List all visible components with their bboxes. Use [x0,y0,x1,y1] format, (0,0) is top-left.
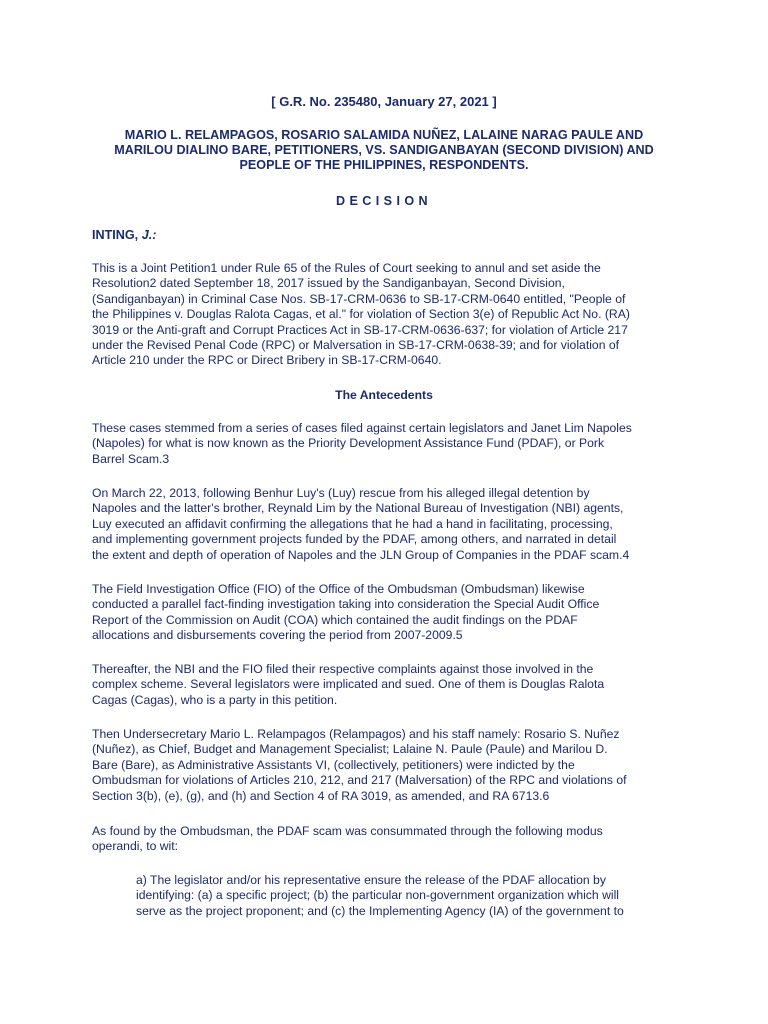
paragraph-line: complex scheme. Several legislators were implicated and sued. One of them is Douglas Ralota [92,677,605,692]
ponente-designation: J.: [141,228,157,242]
paragraph-line: conducted a parallel fact-finding investigation taking into consideration the Special Audit Office [92,597,600,612]
paragraph-line: Luy executed an affidavit confirming the allegations that he had a hand in facilitating, processing, [92,516,613,531]
paragraph-line: the Philippines v. Douglas Ralota Cagas, et al." for violation of Section 3(e) of Republic Act No. (RA) [92,307,630,322]
parties-line: MARIO L. RELAMPAGOS, ROSARIO SALAMIDA NUÑEZ, LALAINE NARAG PAULE AND [124,128,644,142]
paragraph-line: Cagas (Cagas), who is a party in this petition. [92,692,338,707]
paragraph-line: Bare (Bare), as Administrative Assistants VI, (collectively, petitioners) were indicted by the [92,757,575,772]
paragraph-line: Section 3(b), (e), (g), and (h) and Section 4 of RA 3019, as amended, and RA 6713.6 [92,788,550,803]
parties-line: PEOPLE OF THE PHILIPPINES, RESPONDENTS. [239,158,529,173]
paragraph-line: allocations and disbursements covering the period from 2007-2009.5 [92,628,463,643]
paragraph-line: These cases stemmed from a series of cases filed against certain legislators and Janet Lim Napoles [92,421,632,435]
paragraph-line: Napoles and the latter's brother, Reynald Lim by the National Bureau of Investigation (NBI) agents, [92,501,624,516]
paragraph-petitioners-indicted [92,727,692,804]
paragraph-line: operandi, to wit: [92,839,179,854]
paragraph-line: Ombudsman for violations of Articles 210, 212, and 217 (Malversation) of the RPC and violations of [92,773,627,788]
paragraph-line: 3019 or the Anti-graft and Corrupt Practices Act in SB-17-CRM-0636-637; for violation of Article 217 [92,322,628,337]
paragraph-line: (Nuñez), as Chief, Budget and Management Specialist; Lalaine N. Paule (Paule) and Marilou D. [92,742,608,757]
paragraph-line: Thereafter, the NBI and the FIO filed their respective complaints against those involved in the [92,662,594,676]
paragraph-line: identifying: (a) a specific project; (b) the particular non-government organization which will [136,888,619,903]
paragraph-line: Then Undersecretary Mario L. Relampagos (Relampagos) and his staff namely: Rosario S. Nuñez [92,727,620,741]
paragraph-line: the extent and depth of operation of Napoles and the JLN Group of Companies in the PDAF scam.4 [92,547,630,562]
paragraph-line: As found by the Ombudsman, the PDAF scam was consummated through the following modus [92,824,603,838]
paragraph-line: serve as the project proponent; and (c) the Implementing Agency (IA) of the government to [136,903,624,918]
paragraph-line: and implementing government projects funded by the PDAF, among others, and narrated in detail [92,532,617,547]
ponente-name: INTING, [92,228,142,242]
paragraph-item-a [136,873,696,919]
paragraph-line: Article 210 under the RPC or Direct Bribery in SB-17-CRM-0640. [92,353,442,368]
case-parties [92,128,676,174]
parties-line: MARILOU DIALINO BARE, PETITIONERS, VS. SANDIGANBAYAN (SECOND DIVISION) AND [114,143,654,158]
paragraph-line: under the Revised Penal Code (RPC) or Malversation in SB-17-CRM-0638-39; and for violation of [92,338,620,353]
ponente [92,227,156,243]
decision-title: DECISION [335,194,433,208]
paragraph-line: This is a Joint Petition1 under Rule 65 of the Rules of Court seeking to annul and set aside the [92,261,601,275]
paragraph-line: The Field Investigation Office (FIO) of the Office of the Ombudsman (Ombudsman) likewise [92,582,585,596]
paragraph-line: (Sandiganbayan) in Criminal Case Nos. SB-17-CRM-0636 to SB-17-CRM-0640 entitled, "People of [92,291,626,306]
paragraph-line: (Napoles) for what is now known as the Priority Development Assistance Fund (PDAF), or Pork [92,436,605,451]
paragraph-joint-petition [92,261,692,369]
paragraph-line: Resolution2 dated September 18, 2017 issued by the Sandiganbayan, Second Division, [92,276,565,291]
paragraph-cases-stemmed [92,421,692,467]
paragraph-luy-rescue [92,486,692,563]
paragraph-line: Barrel Scam.3 [92,451,170,466]
paragraph-line: Report of the Commission on Audit (COA) which contained the audit findings on the PDAF [92,612,578,627]
paragraph-fio-investigation [92,582,692,644]
section-heading-antecedents: The Antecedents [335,388,433,402]
paragraph-line: On March 22, 2013, following Benhur Luy's (Luy) rescue from his alleged illegal detention by [92,486,590,500]
case-number: [ G.R. No. 235480, January 27, 2021 ] [271,94,497,109]
paragraph-complaints-filed [92,662,692,708]
paragraph-line: a) The legislator and/or his representative ensure the release of the PDAF allocation by [136,873,606,887]
paragraph-modus-operandi [92,824,692,855]
